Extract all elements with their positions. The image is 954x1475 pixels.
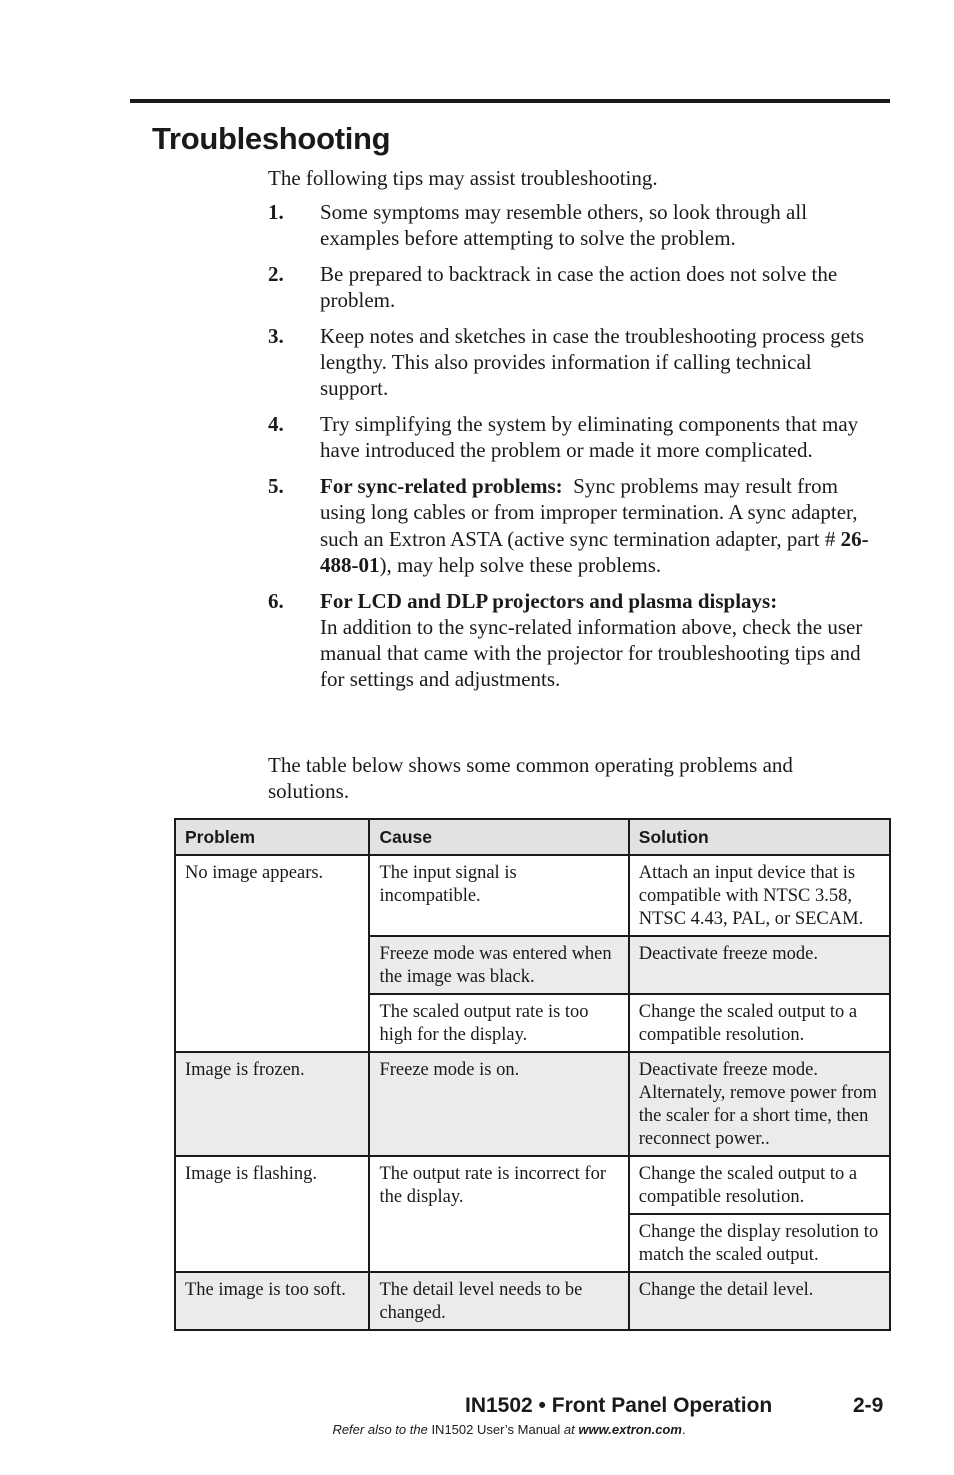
part-number: 26-488-01 (320, 526, 869, 577)
item-number: 3. (268, 324, 284, 348)
solution-cell: Deactivate freeze mode. Alternately, remove power from the scaler for a short time, then reconnect power.. (629, 1052, 890, 1156)
item-lead: For LCD and DLP projectors and plasma displays: (320, 588, 778, 613)
list-item (268, 323, 880, 402)
cause-cell: Freeze mode is on. (369, 1052, 628, 1156)
solution-cell: Change the display resolution to match the scaled output. (629, 1214, 890, 1272)
footer-note-end: . (681, 1422, 686, 1437)
item-number: 6. (268, 588, 284, 613)
item-text: In addition to the sync-related information above, check the user manual that came with the projector for troubleshooting tips and for settings and adjustments. (320, 614, 863, 692)
column-header-solution: Solution (629, 819, 890, 855)
cause-cell: The output rate is incorrect for the display. (369, 1156, 628, 1272)
cause-cell: The input signal is incompatible. (369, 855, 628, 936)
footer-reference (0, 1422, 954, 1437)
item-text: Some symptoms may resemble others, so look through all examples before attempting to solve the problem. (320, 200, 808, 251)
item-text: Sync problems may result from using long cables or from improper termination. A sync adapter, such an Extron ASTA (active sync termination adapter, part # (320, 474, 858, 551)
problem-cell: Image is flashing. (175, 1156, 369, 1272)
troubleshooting-table (174, 818, 891, 1331)
item-number: 5. (268, 474, 284, 499)
problem-cell: The image is too soft. (175, 1272, 369, 1330)
item-text: Keep notes and sketches in case the troubleshooting process gets lengthy. This also provides information if calling technical support. (320, 324, 865, 401)
table-row (175, 855, 890, 936)
list-item (268, 199, 880, 251)
footer-note-at: at (560, 1422, 579, 1437)
page-title: Troubleshooting (152, 121, 391, 156)
footer-url: www.extron.com (578, 1422, 682, 1437)
item-lead: For sync-related problems: (320, 474, 563, 499)
intro-paragraph: The following tips may assist troubleshooting. (268, 166, 658, 190)
solution-cell: Change the scaled output to a compatible resolution. (629, 1156, 890, 1214)
item-text: Be prepared to backtrack in case the action does not solve the problem. (320, 262, 838, 313)
solution-cell: Change the scaled output to a compatible resolution. (629, 994, 890, 1052)
item-text-end: ), may help solve these problems. (379, 552, 662, 577)
cause-cell: The scaled output rate is too high for the display. (369, 994, 628, 1052)
table-header-row (175, 819, 890, 855)
table-row (175, 1272, 890, 1330)
problem-cell: Image is frozen. (175, 1052, 369, 1156)
table-intro: The table below shows some common operating problems and solutions. (268, 753, 793, 804)
table-row (175, 1156, 890, 1214)
tips-list (268, 199, 880, 702)
page-number: 2-9 (853, 1394, 884, 1417)
table-row (175, 1052, 890, 1156)
list-item (268, 411, 880, 463)
cause-cell: Freeze mode was entered when the image was black. (369, 936, 628, 994)
item-number: 4. (268, 412, 284, 437)
item-number: 2. (268, 262, 284, 286)
list-item (268, 261, 880, 313)
list-item (268, 473, 880, 578)
footer-note-prefix: Refer also to the (332, 1422, 432, 1437)
item-number: 1. (268, 200, 284, 224)
solution-cell: Change the detail level. (629, 1272, 890, 1330)
cause-cell: The detail level needs to be changed. (369, 1272, 628, 1330)
problem-cell: No image appears. (175, 855, 369, 1052)
item-text: Try simplifying the system by eliminating components that may have introduced the problem or made it more complicated. (320, 412, 859, 463)
column-header-cause: Cause (369, 819, 628, 855)
solution-cell: Attach an input device that is compatible with NTSC 3.58, NTSC 4.43, PAL, or SECAM. (629, 855, 890, 936)
footer-section-title: IN1502 • Front Panel Operation (465, 1394, 773, 1417)
header-rule (130, 99, 890, 103)
footer-manual-name: IN1502 User’s Manual (431, 1422, 561, 1437)
column-header-problem: Problem (175, 819, 369, 855)
solution-cell: Deactivate freeze mode. (629, 936, 890, 994)
list-item (268, 588, 880, 693)
